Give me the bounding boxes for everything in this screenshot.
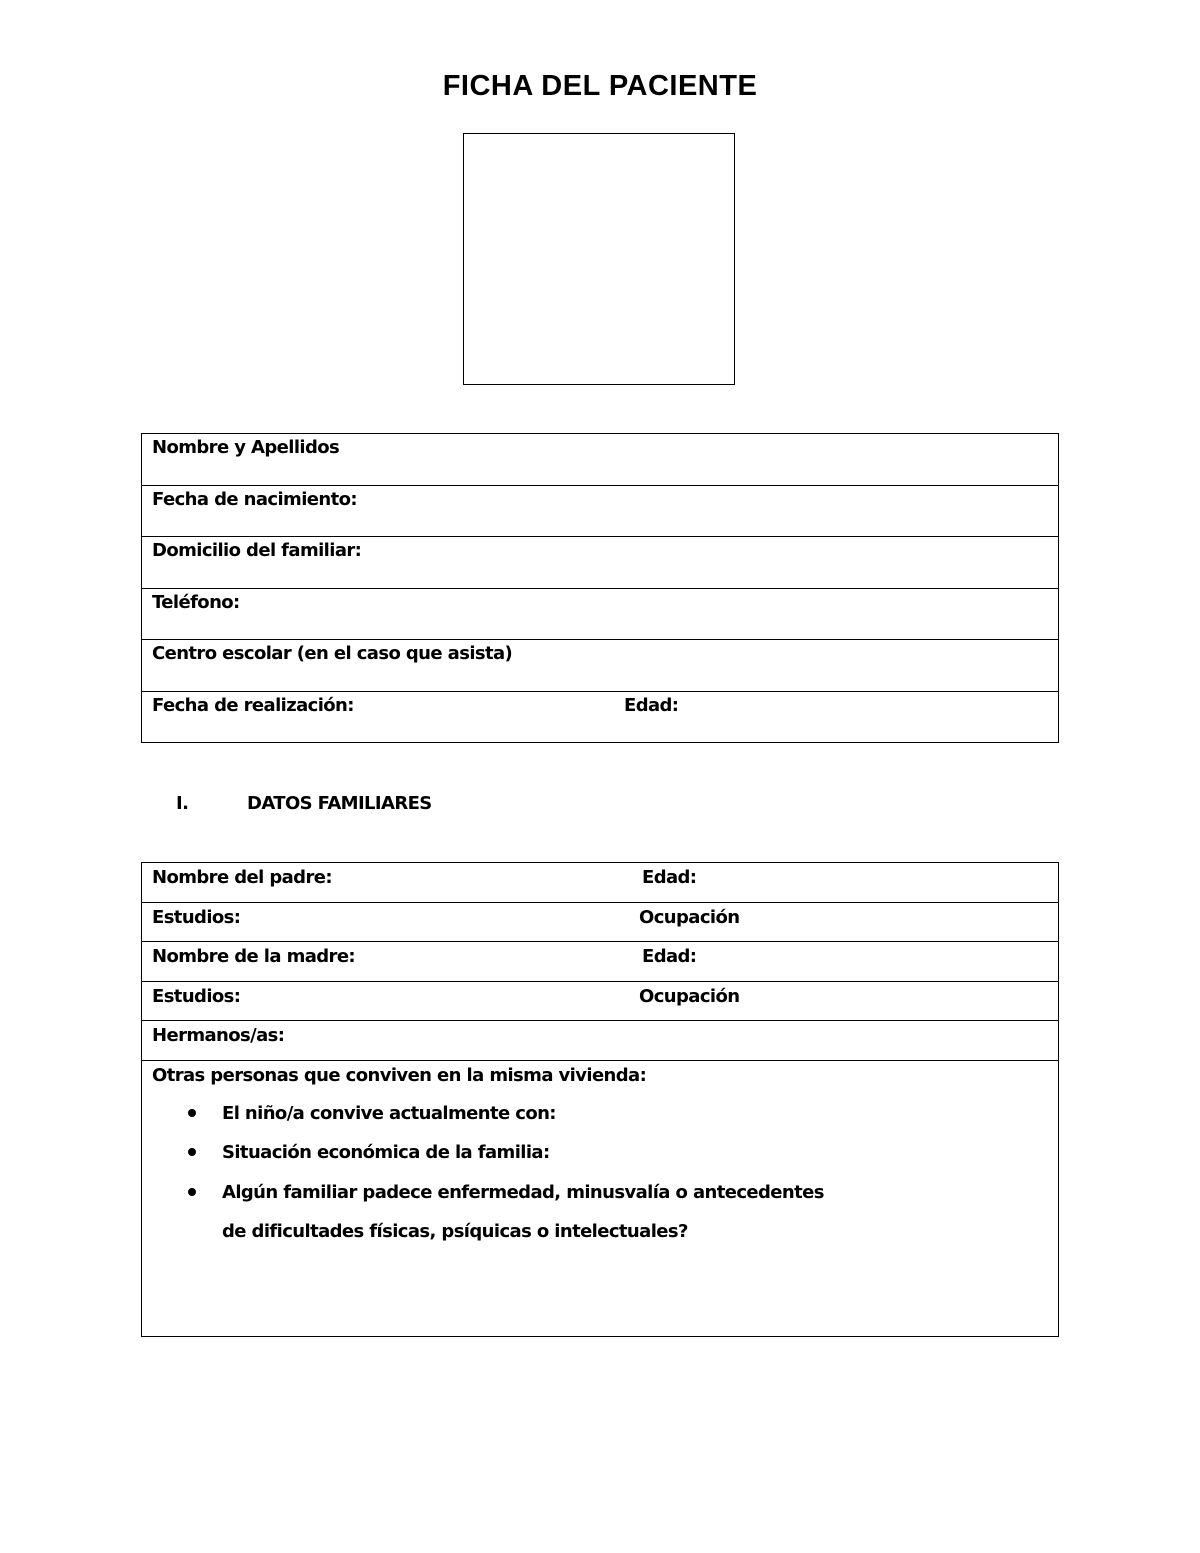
otras-personas-label: Otras personas que conviven en la misma vivienda: — [152, 1064, 647, 1086]
table-row — [142, 486, 1058, 538]
table-row — [142, 1021, 1058, 1061]
table-row — [142, 1061, 1058, 1336]
section-number: I. — [176, 793, 189, 814]
fecha-nacimiento-label: Fecha de nacimiento: — [152, 488, 357, 510]
nombre-label: Nombre y Apellidos — [152, 437, 340, 458]
page-title: FICHA DEL PACIENTE — [442, 70, 758, 102]
section-title: DATOS FAMILIARES — [247, 793, 432, 814]
centro-escolar-label: Centro escolar (en el caso que asista) — [152, 643, 513, 664]
table-row — [142, 640, 1058, 692]
list-item — [222, 1094, 556, 1133]
fecha-realizacion-label: Fecha de realización: — [152, 694, 354, 716]
estudios-madre-label: Estudios: — [152, 985, 241, 1007]
table-row — [142, 863, 1058, 903]
bullet-text: de dificultades físicas, psíquicas o intelectuales? — [222, 1220, 688, 1242]
telefono-label: Teléfono: — [152, 591, 240, 613]
bullet-icon — [188, 1188, 196, 1196]
photo-placeholder — [463, 133, 735, 385]
padre-label: Nombre del padre: — [152, 867, 332, 888]
patient-info-table — [141, 433, 1059, 743]
domicilio-label: Domicilio del familiar: — [152, 540, 362, 561]
table-row — [142, 982, 1058, 1022]
madre-edad-label: Edad: — [642, 946, 697, 967]
table-row — [142, 434, 1058, 486]
madre-label: Nombre de la madre: — [152, 946, 356, 967]
padre-edad-label: Edad: — [642, 867, 697, 888]
list-item — [222, 1173, 824, 1212]
bullet-icon — [188, 1109, 196, 1117]
ocupacion-padre-label: Ocupación — [639, 906, 740, 928]
table-row — [142, 692, 1058, 743]
estudios-padre-label: Estudios: — [152, 906, 241, 928]
bullet-icon — [188, 1148, 196, 1156]
hermanos-label: Hermanos/as: — [152, 1025, 285, 1046]
list-item — [222, 1133, 550, 1172]
bullet-text: Algún familiar padece enfermedad, minusvalía o antecedentes — [222, 1181, 824, 1203]
table-row — [142, 942, 1058, 982]
ocupacion-madre-label: Ocupación — [639, 985, 740, 1007]
table-row — [142, 589, 1058, 641]
list-item-continuation — [222, 1212, 688, 1251]
edad-label: Edad: — [624, 694, 679, 716]
family-data-table — [141, 862, 1059, 1337]
bullet-text: Situación económica de la familia: — [222, 1141, 550, 1163]
bullet-text: El niño/a convive actualmente con: — [222, 1102, 556, 1124]
table-row — [142, 537, 1058, 589]
table-row — [142, 903, 1058, 943]
